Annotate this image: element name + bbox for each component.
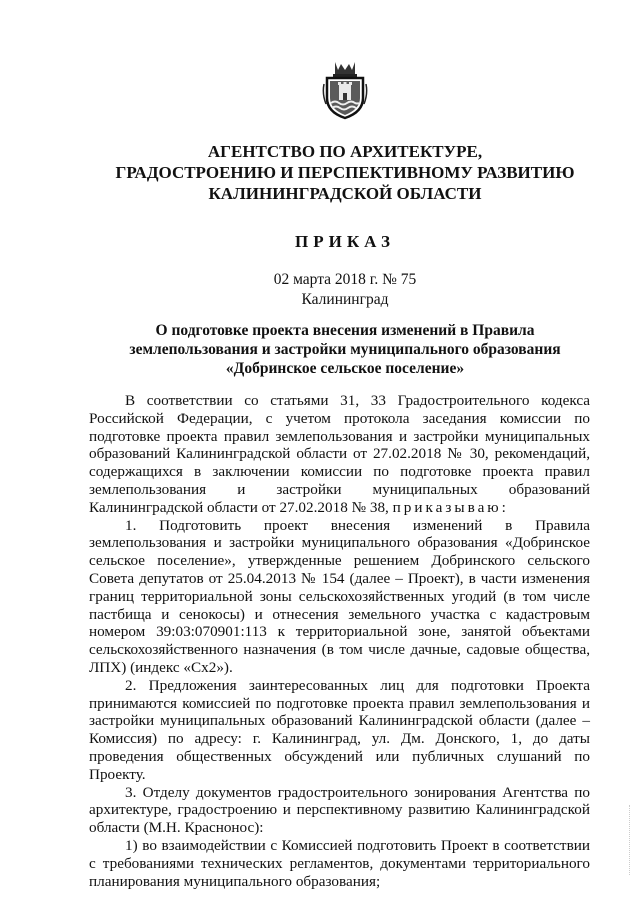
item-1-paragraph: 1. Подготовить проект внесения изменений в Правила землепользования и застройки муниципального образования «Добринское сельское поселение», утвержденные решением Добринского сельского Совета депутатов от 25.04.2013 № 154 (далее – Проект), в части изменения границ территориальной зоны сельскохозяйственных угодий (в том числе пастбища и сенокосы) и отнесения земельного участка с кадастровым номером 39:03:070901:113 к территориальной зоне, занятой объектами сельскохозяйственного назначения (в том числе дачные, садовые общества, ЛПХ) (индекс «Сх2»).: [89, 516, 590, 676]
item-3-paragraph: 3. Отделу документов градостроительного зонирования Агентства по архитектуре, градостроению и перспективному развитию Калининградской области (М.Н. Краснонос):: [89, 783, 590, 837]
subject-line-1: О подготовке проекта внесения изменений в Правила: [155, 322, 535, 339]
agency-line-2: ГРАДОСТРОЕНИЮ И ПЕРСПЕКТИВНОМУ РАЗВИТИЮ: [115, 163, 575, 182]
order-subject: [100, 321, 590, 378]
agency-line-3: КАЛИНИНГРАДСКОЙ ОБЛАСТИ: [208, 184, 482, 203]
order-date-number: 02 марта 2018 г. № 75: [273, 271, 417, 288]
preamble-paragraph: [89, 392, 590, 517]
order-meta: [100, 270, 590, 310]
agency-line-1: АГЕНТСТВО ПО АРХИТЕКТУРЕ,: [207, 142, 483, 161]
order-body: [89, 392, 590, 890]
subject-line-2: землепользования и застройки муниципального образования: [129, 341, 561, 358]
scan-margin-mark: [629, 805, 634, 875]
order-title: ПРИКАЗ: [295, 232, 395, 251]
preamble-text: В соответствии со статьями 31, 33 Градостроительного кодекса Российской Федерации, с учетом протокола заседания комиссии по подготовке проекта правил землепользования и застройки муниципальных образований Калининградской области от 27.02.2018 № 30, рекомендаций, содержащихся в заключении комиссии по подготовке проекта правил землепользования и застройки муниципальных образований Калининградской области от 27.02.2018 № 38,: [89, 392, 590, 516]
order-city: Калининград: [301, 291, 389, 308]
order-word: приказываю:: [392, 498, 509, 516]
item-3-1-paragraph: 1) во взаимодействии с Комиссией подготовить Проект в соответствии с требованиями технических регламентов, документами территориального планирования муниципального образования;: [89, 836, 590, 890]
agency-name: [100, 141, 590, 204]
coat-of-arms-icon: [322, 60, 368, 120]
subject-line-3: «Добринское сельское поселение»: [225, 360, 465, 377]
item-2-paragraph: 2. Предложения заинтересованных лиц для подготовки Проекта принимаются комиссией по подготовке проекта правил землепользования и застройки муниципальных образований Калининградской области (далее – Комиссия) по адресу: г. Калининград, ул. Дм. Донского, 1, до даты проведения общественных обсуждений или публичных слушаний по Проекту.: [89, 676, 590, 783]
